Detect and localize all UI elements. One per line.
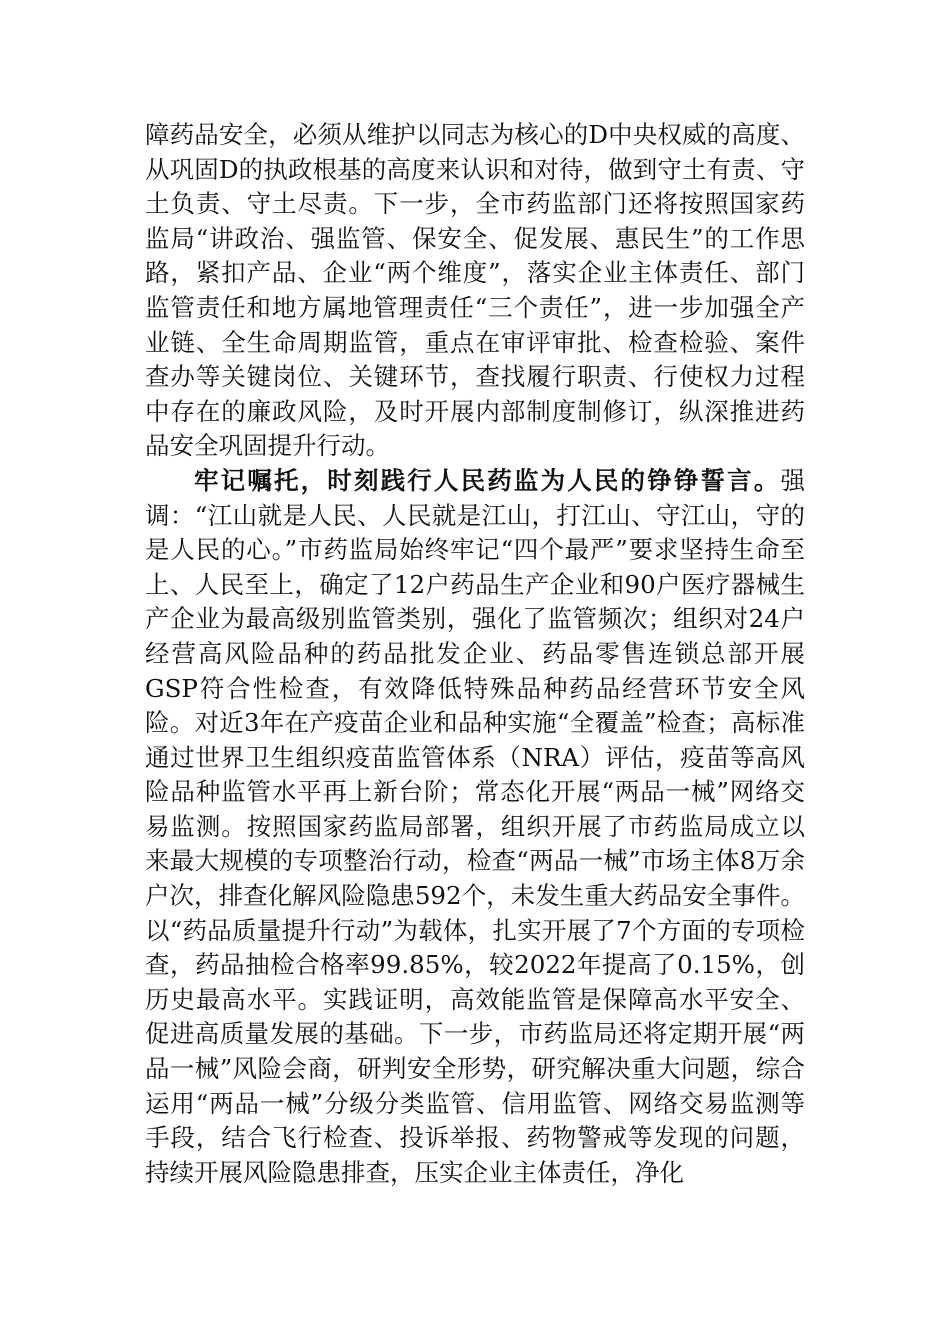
- document-page: [145, 118, 805, 1190]
- paragraph-body: 强调：“江山就是人民、人民就是江山，打江山、守江山，守的是人民的心。”市药监局始终牢记“四个最严”要求坚持生命至上、人民至上，确定了12户药品生产企业和90户医疗器械生产企业为最高级别监管类别，强化了监管频次；组织对24户经营高风险品种的药品批发企业、药品零售连锁总部开展GSP符合性检查，有效降低特殊品种药品经营环节安全风险。对近3年在产疫苗企业和品种实施“全覆盖”检查；高标准通过世界卫生组织疫苗监管体系（NRA）评估，疫苗等高风险品种监管水平再上新台阶；常态化开展“两品一械”网络交易监测。按照国家药监局部署，组织开展了市药监局成立以来最大规模的专项整治行动，检查“两品一械”市场主体8万余户次，排查化解风险隐患592个，未发生重大药品安全事件。以“药品质量提升行动”为载体，扎实开展了7个方面的专项检查，药品抽检合格率99.85%，较2022年提高了0.15%，创历史最高水平。实践证明，高效能监管是保障高水平安全、促进高质量发展的基础。下一步，市药监局还将定期开展“两品一械”风险会商，研判安全形势，研究解决重大问题，综合运用“两品一械”分级分类监管、信用监管、网络交易监测等手段，结合飞行检查、投诉举报、药物警戒等发现的问题，持续开展风险隐患排查，压实企业主体责任，净化: [145, 465, 805, 1187]
- paragraph-people-oriented: [145, 464, 805, 1190]
- paragraph-heading: 牢记嘱托，时刻践行人民药监为人民的铮铮誓言。: [194, 465, 781, 495]
- paragraph-continued: 障药品安全，必须从维护以同志为核心的D中央权威的高度、从巩固D的执政根基的高度来认识和对待，做到守土有责、守土负责、守土尽责。下一步，全市药监部门还将按照国家药监局“讲政治、强监管、保安全、促发展、惠民生”的工作思路，紧扣产品、企业“两个维度”，落实企业主体责任、部门监管责任和地方属地管理责任“三个责任”，进一步加强全产业链、全生命周期监管，重点在审评审批、检查检验、案件查办等关键岗位、关键环节，查找履行职责、行使权力过程中存在的廉政风险，及时开展内部制度制修订，纵深推进药品安全巩固提升行动。: [145, 120, 805, 461]
